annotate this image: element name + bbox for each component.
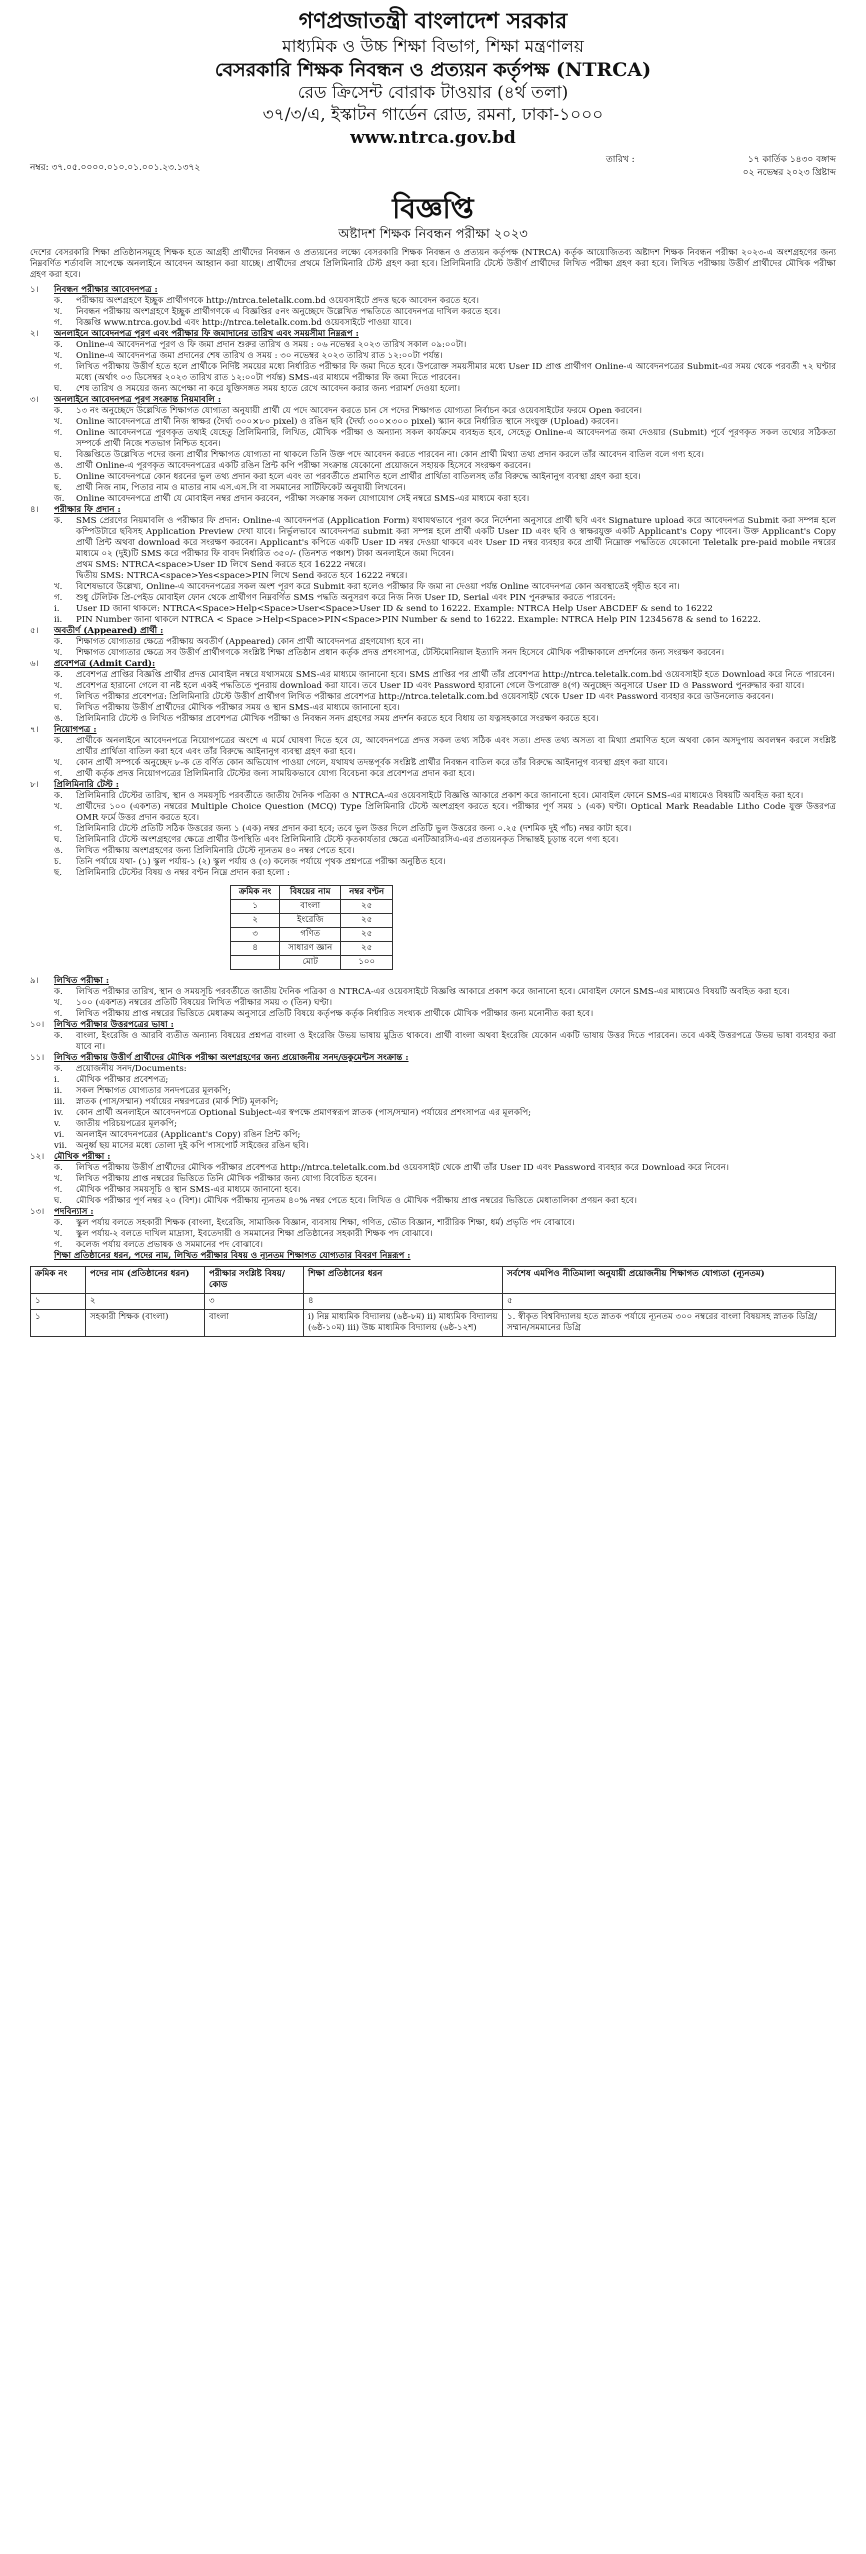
list-item [54, 1130, 836, 1141]
section-title: লিখিত পরীক্ষার উত্তরপত্রের ভাষা : [54, 1020, 174, 1030]
list-item [54, 1097, 836, 1108]
table-row [231, 914, 393, 928]
table-row [231, 900, 393, 914]
section-number: ২। [30, 329, 39, 339]
list-item-text: Online আবেদনপত্রে প্রার্থী নিজ স্বাক্ষর (দৈর্ঘ্য ৩০০×৮০ pixel) ও রঙিন ছবি (দৈর্ঘ্য ৩০০×৩০০ pixel) স্ক্যান করে নির্ধারিত স্থানে সংযুক্ত (Upload) করবেন। [76, 417, 619, 427]
list-item-marker: খ. [54, 1229, 63, 1239]
list-item-text: ১০০ (একশত) নম্বরের প্রতিটি বিষয়ের লিখিত পরীক্ষার সময় ৩ (তিন) ঘণ্টা। [76, 998, 333, 1008]
list-item-marker: ঙ. [54, 714, 64, 724]
section-number: ৩। [30, 395, 39, 405]
list-item-marker: খ. [54, 307, 63, 317]
list-item-text: Online আবেদনপত্রে প্রার্থী যে মোবাইল নম্বর প্রদান করবেন, পরীক্ষা সংক্রান্ত সকল যোগাযোগ সেই নম্বরে SMS-এর মাধ্যমে করা হবে। [76, 494, 530, 504]
list-item-text: লিখিত পরীক্ষায় উত্তীর্ণ প্রার্থীদের মৌখিক পরীক্ষার প্রবেশপত্র http://ntrca.teletalk.com.bd ওয়েবসাইট থেকে প্রার্থী তাঁর User ID এবং Password ব্যবহার করে Download করে নিবেন। [76, 1163, 729, 1173]
section-number: ৫। [30, 626, 39, 636]
list-item-marker: ক. [54, 637, 63, 647]
section [30, 780, 836, 879]
list-item [54, 1196, 836, 1207]
list-item [54, 516, 836, 560]
list-item [54, 681, 836, 692]
section-number: ৭। [30, 725, 39, 735]
list-item-marker: ক. [54, 1163, 63, 1173]
list-item-text: প্রিলিমিনারি টেস্টে প্রতিটি সঠিক উত্তরের জন্য ১ (এক) নম্বর প্রদান করা হবে; তবে ভুল উত্তর দিলে প্রতিটি ভুল উত্তরের জন্য ০.২৫ (দশমিক দুই পাঁচ) নম্বর কাটা হবে। [76, 824, 632, 834]
list-item-marker: ঙ. [54, 461, 64, 471]
list-item-marker: ঘ. [54, 703, 63, 713]
list-item [54, 802, 836, 824]
list-item-text: প্রার্থীকে অনলাইনে আবেদনপত্রে নিয়োগপত্রের অংশে এ মর্মে ঘোষণা দিতে হবে যে, আবেদনপত্রে প্রদত্ত সকল তথ্য সঠিক এবং সত্য। প্রদত্ত তথ্য অসত্য বা মিথ্যা প্রমাণিত হলে অথবা কোন অসদুপায় অবলম্বন করলে সংশ্লিষ্ট প্রার্থীর প্রার্থিতা বাতিল করা হবে এবং তাঁর বিরুদ্ধে আইনানুগ ব্যবস্থা গ্রহণ করা হবে। [76, 736, 836, 757]
list-item-marker: i. [54, 604, 60, 614]
list-item-marker [54, 571, 76, 582]
website-link[interactable]: www.ntrca.gov.bd [350, 128, 516, 148]
table-cell: ২৫ [341, 900, 393, 914]
table-cell: বাংলা [205, 1310, 304, 1337]
list-item [54, 494, 836, 505]
section [30, 285, 836, 329]
list-item [54, 1031, 836, 1053]
list-item [54, 1218, 836, 1229]
list-item [54, 987, 836, 998]
date-block [606, 154, 836, 180]
list-item [54, 736, 836, 758]
section-title: প্রিলিমিনারি টেস্ট : [54, 780, 119, 790]
column-number: ১ [31, 1294, 86, 1310]
list-item-text: প্রার্থী নিজ নাম, পিতার নাম ও মাতার নাম এস.এস.সি বা সমমানের সার্টিফিকেট অনুযায়ী লিখবেন। [76, 483, 406, 493]
list-item-marker: ক. [54, 340, 63, 350]
column-number: ৫ [503, 1294, 836, 1310]
list-item-marker: ঘ. [54, 384, 63, 394]
list-item [54, 670, 836, 681]
marks-header-cell: নম্বর বণ্টন [341, 886, 393, 900]
list-item-text: নিবন্ধন পরীক্ষায় অংশগ্রহণে ইচ্ছুক প্রার্থীগণকে এ বিজ্ঞপ্তির ৫নং অনুচ্ছেদে উল্লেখিত পদ্ধতিতে আবেদনপত্র দাখিল করতে হবে। [76, 307, 501, 317]
list-item-text: শেষ তারিখ ও সময়ের জন্য অপেক্ষা না করে যুক্তিসঙ্গত সময় হাতে রেখে আবেদন করার জন্য পরামর্শ দেওয়া হলো। [76, 384, 461, 394]
list-item-text: Online-এ আবেদনপত্র পূরণ ও ফি জমা প্রদান শুরুর তারিখ ও সময় : ০৬ নভেম্বর ২০২৩ তারিখ সকাল ০৯:০০টা। [76, 340, 467, 350]
table-cell: ৩ [231, 928, 280, 942]
post-header-cell: সর্বশেষ এমপিও নীতিমালা অনুযায়ী প্রয়োজনীয় শিক্ষাগত যোগ্যতা (ন্যূনতম) [503, 1267, 836, 1294]
list-item [54, 714, 836, 725]
list-item-marker: খ. [54, 1174, 63, 1184]
list-item [54, 857, 836, 868]
list-item-marker: গ. [54, 318, 63, 328]
list-item-marker: vii. [54, 1141, 68, 1151]
list-item-text: শিক্ষাগত যোগ্যতার ক্ষেত্রে পরীক্ষায় অবতীর্ণ (Appeared) কোন প্রার্থী আবেদনপত্র গ্রহণযোগ্য হবে না। [76, 637, 424, 647]
total-label: মোট [280, 956, 341, 970]
section-title: মৌখিক পরীক্ষা : [54, 1152, 111, 1162]
list-item [54, 1229, 836, 1240]
list-item-text: লিখিত পরীক্ষার প্রবেশপত্র: প্রিলিমিনারি টেস্টে উত্তীর্ণ প্রার্থীগণ লিখিত পরীক্ষার প্রবেশপত্র http://ntrca.teletalk.com.bd ওয়েবসাইট থেকে User ID এবং Password ব্যবহার করে ডাউনলোড করবেন। [76, 692, 774, 702]
list-item-marker: ক. [54, 670, 63, 680]
section-title: অবতীর্ণ (Appeared) প্রার্থী : [54, 626, 164, 636]
list-item-marker: ঘ. [54, 835, 63, 845]
list-item-text: কোন প্রার্থী সম্পর্কে অনুচ্ছেদ ৮-ক তে বর্ণিত কোন অভিযোগ পাওয়া গেলে, যথাযথ তদন্তপূর্বক সংশ্লিষ্ট প্রার্থীর নিবন্ধন বাতিল করে তাঁর বিরুদ্ধে আইনানুগ ব্যবস্থা গ্রহণ করা যাবে। [76, 758, 668, 768]
list-item-text: স্কুল পর্যায়-২ বলতে দাখিল মাদ্রাসা, ইবতেদায়ী ও সমমানের শিক্ষা প্রতিষ্ঠানের সহকারী শিক্ষক পদ বোঝাবে। [76, 1229, 433, 1239]
list-item-marker: ক. [54, 987, 63, 997]
list-item-marker: জ. [54, 494, 65, 504]
section-title: প্রবেশপত্র (Admit Card): [54, 659, 156, 669]
list-item-marker: ক. [54, 1031, 63, 1041]
table-cell: i) নিম্ন মাধ্যমিক বিদ্যালয় (৬ষ্ঠ-৮ম) ii) মাধ্যমিক বিদ্যালয় (৬ষ্ঠ-১০ম) iii) উচ্চ মাধ্যমিক বিদ্যালয় (৬ষ্ঠ-১২শ) [304, 1310, 503, 1337]
list-item [54, 571, 836, 582]
date-english: ০২ নভেম্বর ২০২৩ খ্রিষ্টাব্দ [742, 168, 836, 178]
list-item-marker: গ. [54, 769, 63, 779]
list-item-marker: গ. [54, 1240, 63, 1250]
list-item-text: লিখিত পরীক্ষার তারিখ, স্থান ও সময়সূচি পরবর্তীতে জাতীয় দৈনিক পত্রিকা ও NTRCA-এর ওয়েবসাইটে বিজ্ঞপ্তি আকারে প্রকাশ করে জানানো হবে। মোবাইল ফোনে SMS-এর মাধ্যমেও বিষয়টি অবহিত করা হবে। [76, 987, 790, 997]
list-item [54, 450, 836, 461]
section-title: লিখিত পরীক্ষা : [54, 976, 110, 986]
list-item [54, 1086, 836, 1097]
section-title: পদবিন্যাস : [54, 1207, 94, 1217]
notice-subtitle: অষ্টাদশ শিক্ষক নিবন্ধন পরীক্ষা ২০২৩ [338, 227, 528, 242]
list-item [54, 307, 836, 318]
list-item [54, 593, 836, 604]
list-item-marker: খ. [54, 351, 63, 361]
section [30, 505, 836, 626]
list-item [54, 582, 836, 593]
section-title: অনলাইনে আবেদনপত্র পূরণ সংক্রান্ত নিয়মাবলি : [54, 395, 221, 405]
post-table-header [31, 1267, 836, 1294]
letterhead [30, 6, 836, 150]
table-cell: ২৫ [341, 928, 393, 942]
list-item-text: প্রিলিমিনারি টেস্টের বিষয় ও নম্বর বণ্টন নিম্নে প্রদান করা হলো : [76, 868, 290, 878]
list-item-text: Online আবেদনপত্রে কোন ধরনের ভুল তথ্য প্রদান করা হলে এবং তা পরবর্তীতে প্রমাণিত হলে প্রার্থীর প্রার্থিতা বাতিলসহ তাঁর বিরুদ্ধে আইনানুগ ব্যবস্থা গ্রহণ করা হবে। [76, 472, 641, 482]
list-item [54, 351, 836, 362]
list-item [54, 998, 836, 1009]
list-item-text: সকল শিক্ষাগত যোগ্যতার সনদপত্রের মূলকপি; [76, 1086, 231, 1096]
list-item [54, 296, 836, 307]
list-item [54, 1141, 836, 1152]
list-item-marker: ঙ. [54, 846, 64, 856]
list-item-text: Online-এ আবেদনপত্র জমা প্রদানের শেষ তারিখ ও সময় : ৩০ নভেম্বর ২০২৩ তারিখ রাত ১২:০০টা পর্যন্ত। [76, 351, 443, 361]
list-item-marker: ii. [54, 1086, 63, 1096]
list-item-text: শুধু টেলিটক প্রি-পেইড মোবাইল ফোন থেকে প্রার্থীগণ নিম্নবর্ণিত SMS পদ্ধতি অনুসরণ করে নিজ নিজ User ID, Serial এবং PIN পুনরুদ্ধার করতে পারবেন: [76, 593, 616, 603]
list-item-text: প্রার্থী কর্তৃক প্রদত্ত নিয়োগপত্রের প্রিলিমিনারি টেস্টের জন্য সাময়িকভাবে যোগ্য বিবেচনা করে প্রবেশপত্র প্রদান করা হবে। [76, 769, 475, 779]
table-cell: ২৫ [341, 942, 393, 956]
division-name: মাধ্যমিক ও উচ্চ শিক্ষা বিভাগ, শিক্ষা মন্ত্রণালয় [282, 37, 584, 57]
table-cell: গণিত [280, 928, 341, 942]
list-item-text: প্রিলিমিনারি টেস্টে অংশগ্রহণের ক্ষেত্রে প্রার্থীর উপস্থিতি এবং প্রিলিমিনারি টেস্টে কৃতকার্যতার ক্ষেত্রে এনটিআরসিএ-এর প্রত্যয়নকৃত সিদ্ধান্তই চূড়ান্ত বলে গণ্য হবে। [76, 835, 619, 845]
list-item [54, 692, 836, 703]
list-item [54, 648, 836, 659]
sections-part-1 [30, 285, 836, 879]
list-item-text: অনলাইন আবেদনপত্রের (Applicant's Copy) রঙিন প্রিন্ট কপি; [76, 1130, 301, 1140]
table-cell: সাধারণ জ্ঞান [280, 942, 341, 956]
table-cell: সহকারী শিক্ষক (বাংলা) [86, 1310, 205, 1337]
table-row [231, 928, 393, 942]
section [30, 395, 836, 505]
list-item-marker: গ. [54, 1009, 63, 1019]
list-item-text: কলেজ পর্যায় বলতে প্রভাষক ও সমমানের পদ বোঝাবে। [76, 1240, 263, 1250]
list-item [54, 1163, 836, 1174]
sections-part-2 [30, 976, 836, 1251]
column-number: ২ [86, 1294, 205, 1310]
list-item [54, 791, 836, 802]
list-item [54, 868, 836, 879]
notice-title: বিজ্ঞপ্তি [392, 192, 474, 225]
section [30, 329, 836, 395]
list-item-text: প্রথম SMS: NTRCA<space>User ID লিখে Send করতে হবে 16222 নম্বরে। [76, 560, 366, 570]
section-number: ১। [30, 285, 39, 295]
list-item-marker: ক. [54, 1218, 63, 1228]
list-item-text: পরীক্ষায় অংশগ্রহণে ইচ্ছুক প্রার্থীগণকে http://ntrca.teletalk.com.bd ওয়েবসাইটে প্রদত্ত ছকে আবেদন করতে হবে। [76, 296, 479, 306]
list-item-text: লিখিত পরীক্ষায় প্রাপ্ত নম্বরের ভিত্তিতে মেধাক্রম অনুসারে প্রতিটি বিষয়ে কর্তৃপক্ষ কর্তৃক নির্ধারিত সংখ্যক প্রার্থীকে মৌখিক পরীক্ষার জন্য মনোনীত করা হবে। [76, 1009, 594, 1019]
post-qualification-table [30, 1266, 836, 1337]
intro-paragraph: দেশের বেসরকারি শিক্ষা প্রতিষ্ঠানসমূহে শিক্ষক হতে আগ্রহী প্রার্থীদের নিবন্ধন ও প্রত্যয়নের লক্ষ্যে বেসরকারি শিক্ষক নিবন্ধন ও প্রত্যয়ন কর্তৃপক্ষ (NTRCA) কর্তৃক আয়োজিতব্য অষ্টাদশ শিক্ষক নিবন্ধন পরীক্ষা ২০২৩-এ অংশগ্রহণের জন্য নিম্নবর্ণিত শর্তাবলি সাপেক্ষে অনলাইনে আবেদন আহ্বান করা যাচ্ছে। প্রার্থীদের প্রথমে প্রিলিমিনারি টেস্ট গ্রহণ করা হবে। প্রিলিমিনারি টেস্টে উত্তীর্ণ প্রার্থীদের লিখিত পরীক্ষা গ্রহণ করা হবে। লিখিত পরীক্ষায় উত্তীর্ণ প্রার্থীদের মৌখিক পরীক্ষা গ্রহণ করা হবে। [30, 248, 836, 280]
column-number: ৪ [304, 1294, 503, 1310]
list-item [54, 769, 836, 780]
list-item-text: প্রবেশপত্র হারানো গেলে বা নষ্ট হলে একই পদ্ধতিতে পুনরায় download করা যাবে। তবে User ID এবং Password হারানো গেলে উপরোক্ত ৪(গ) অনুচ্ছেদ অনুসারে User ID ও Password পুনরুদ্ধার করা যাবে। [76, 681, 805, 691]
list-item-marker: গ. [54, 824, 63, 834]
list-item-text: তিনি পর্যায়ে যথা- (১) স্কুল পর্যায়-১ (২) স্কুল পর্যায় ও (৩) কলেজ পর্যায়ে পৃথক প্রশ্নপত্রে পরীক্ষা অনুষ্ঠিত হবে। [76, 857, 446, 867]
list-item-marker: ক. [54, 406, 63, 416]
table-cell: ৪ [231, 942, 280, 956]
list-item [54, 1240, 836, 1251]
table-cell: ১. স্বীকৃত বিশ্ববিদ্যালয় হতে স্নাতক পর্যায়ে ন্যূনতম ৩০০ নম্বরের বাংলা বিষয়সহ স্নাতক ডিগ্রি/সম্মান/সমমানের ডিগ্রি [503, 1310, 836, 1337]
list-item-text: অনুর্ধ্ব ছয় মাসের মধ্যে তোলা দুই কপি পাসপোর্ট সাইজের রঙিন ছবি। [76, 1141, 309, 1151]
list-item-text: প্রার্থীদের ১০০ (একশত) নম্বরের Multiple Choice Question (MCQ) Type প্রিলিমিনারি টেস্টে অংশগ্রহণ করতে হবে। পরীক্ষার পূর্ণ সময় ১ (এক) ঘণ্টা। Optical Mark Readable Litho Code যুক্ত উত্তরপত্র OMR ফর্মে উত্তর প্রদান করতে হবে। [76, 802, 836, 823]
list-item-marker: ii. [54, 615, 63, 625]
list-item [54, 615, 836, 626]
list-item-text: Online আবেদনপত্রে পূরণকৃত তথ্যই যেহেতু প্রিলিমিনারি, লিখিত, মৌখিক পরীক্ষা ও অন্যান্য সকল কার্যক্রমে ব্যবহৃত হবে, সেহেতু Online-এ আবেদনপত্র জমা দেওয়ার (Submit) পূর্বে পূরণকৃত সকল তথ্যের সঠিকতা সম্পর্কে প্রার্থী নিজে শতভাগ নিশ্চিত হবেন। [76, 428, 836, 449]
post-table-number-row [31, 1294, 836, 1310]
list-item [54, 1108, 836, 1119]
list-item [54, 318, 836, 329]
list-item-text: লিখিত পরীক্ষায় অংশগ্রহণের জন্য প্রিলিমিনারি টেস্টে ন্যূনতম ৪০ নম্বর পেতে হবে। [76, 846, 355, 856]
section [30, 1207, 836, 1251]
table-cell: বাংলা [280, 900, 341, 914]
list-item-marker: ঘ. [54, 450, 63, 460]
list-item-text: স্কুল পর্যায় বলতে সহকারী শিক্ষক (বাংলা, ইংরেজি, সামাজিক বিজ্ঞান, ব্যবসায় শিক্ষা, গণিত, ভৌত বিজ্ঞান, শারীরিক শিক্ষা, ধর্ম) প্রভৃতি পদ বোঝাবে। [76, 1218, 575, 1228]
list-item [54, 340, 836, 351]
list-item [54, 1174, 836, 1185]
list-item-text: লিখিত পরীক্ষায় উত্তীর্ণ প্রার্থীদের মৌখিক পরীক্ষার সময় ও স্থান SMS-এর মাধ্যমে জানানো হবে। [76, 703, 400, 713]
post-header-cell: পদের নাম (প্রতিষ্ঠানের ধরন) [86, 1267, 205, 1294]
list-item [54, 824, 836, 835]
section [30, 626, 836, 659]
list-item [54, 406, 836, 417]
list-item-marker: চ. [54, 472, 62, 482]
list-item-marker: গ. [54, 362, 63, 372]
list-item-text: প্রার্থী Online-এ পূরণকৃত আবেদনপত্রের একটি রঙিন প্রিন্ট কপি পরীক্ষা সংক্রান্ত যেকোনো প্রয়োজনে সহায়ক হিসেবে সংরক্ষণ করবেন। [76, 461, 531, 471]
list-item-marker: ঘ. [54, 1196, 63, 1206]
list-item [54, 428, 836, 450]
section-number: ১২। [30, 1152, 45, 1162]
list-item-text: জাতীয় পরিচয়পত্রের মূলকপি; [76, 1119, 178, 1129]
list-item [54, 1119, 836, 1130]
table-cell: ১ [31, 1310, 86, 1337]
list-item-marker: খ. [54, 417, 63, 427]
list-item-text: কোন প্রার্থী অনলাইনে আবেদনপত্রে Optional Subject-এর স্বপক্ষে প্রমাণস্বরূপ স্নাতক (পাস/সম্মান) পর্যায়ের প্রশংসাপত্র এর মূলকপি; [76, 1108, 532, 1118]
list-item-marker: গ. [54, 692, 63, 702]
list-item-text: দ্বিতীয় SMS: NTRCA<space>Yes<space>PIN লিখে Send করতে হবে 16222 নম্বরে। [76, 571, 408, 581]
marks-header-cell: বিষয়ের নাম [280, 886, 341, 900]
final-note [30, 1251, 836, 1262]
section [30, 1020, 836, 1053]
list-item-text: প্রিলিমিনারি টেস্টে ও লিখিত পরীক্ষার প্রবেশপত্র মৌখিক পরীক্ষা ও নিবন্ধন সনদ গ্রহণের সময় প্রদর্শন করতে হবে বিধায় তা যত্নসহকারে সংরক্ষণ করতে হবে। [76, 714, 599, 724]
table-cell: ইংরেজি [280, 914, 341, 928]
table-cell: ২ [231, 914, 280, 928]
list-item-marker: খ. [54, 998, 63, 1008]
column-number: ৩ [205, 1294, 304, 1310]
table-cell: ২৫ [341, 914, 393, 928]
total-value: ১০০ [341, 956, 393, 970]
list-item-text: প্রবেশপত্র প্রাপ্তির বিজ্ঞপ্তি প্রার্থীর প্রদত্ত মোবাইল নম্বরে যথাসময়ে SMS-এর মাধ্যমে জানানো হবে। SMS প্রাপ্তির পর প্রার্থী তাঁর প্রবেশপত্র http://ntrca.teletalk.com.bd ওয়েবসাইট হতে Download করে নিতে পারবেন। [76, 670, 835, 680]
address: ৩৭/৩/এ, ইস্কাটন গার্ডেন রোড, রমনা, ঢাকা-১০০০ [262, 105, 604, 125]
list-item-marker: গ. [54, 1185, 63, 1195]
marks-table-header [231, 886, 393, 900]
list-item-text: SMS প্রেরণের নিয়মাবলি ও পরীক্ষার ফি প্রদান: Online-এ আবেদনপত্র (Application Form) যথাযথভাবে পূরণ করে নির্দেশনা অনুসারে প্রার্থী ছবি এবং Signature upload করে আবেদনপত্র Submit করা সম্পন্ন হলে কম্পিউটারে ছবিসহ Application Preview দেখা যাবে। নির্ভুলভাবে আবেদনপত্র submit করা সম্পন্ন হলে প্রার্থী একটি User ID এবং ছবি ও স্বাক্ষরযুক্ত একটি Applicant's Copy পাবেন। উক্ত Applicant's Copy প্রার্থী প্রিন্ট অথবা download করে সংরক্ষণ করবেন। Applicant's কপিতে একটি User ID নম্বর দেওয়া থাকবে এবং User ID নম্বর ব্যবহার করে প্রার্থী নিম্নোক্ত পদ্ধতিতে যেকোনো Teletalk pre-paid mobile নম্বরের মাধ্যমে ০২ (দুই)টি SMS করে পরীক্ষার ফি বাবদ নির্ধারিত ৩৫০/- (তিনশত পঞ্চাশ) টাকা অনলাইনে জমা দিবেন। [76, 516, 836, 559]
list-item-marker: ক. [54, 296, 63, 306]
list-item-marker: চ. [54, 857, 62, 867]
table-row [231, 942, 393, 956]
list-item-text: প্রয়োজনীয় সনদ/Documents: [76, 1064, 187, 1074]
final-note-text: শিক্ষা প্রতিষ্ঠানের ধরন, পদের নাম, লিখিত পরীক্ষার বিষয় ও ন্যূনতম শিক্ষাগত যোগ্যতার বিবরণ নিম্নরূপ : [54, 1251, 411, 1261]
list-item [54, 1185, 836, 1196]
section-title: লিখিত পরীক্ষায় উত্তীর্ণ প্রার্থীদের মৌখিক পরীক্ষা অংশগ্রহণের জন্য প্রয়োজনীয় সনদ/ডকুমেন্টস সংক্রান্ত : [54, 1053, 409, 1063]
section-number: ৬। [30, 659, 39, 669]
list-item [54, 362, 836, 384]
authority-name: বেসরকারি শিক্ষক নিবন্ধন ও প্রত্যয়ন কর্তৃপক্ষ (NTRCA) [214, 59, 652, 81]
list-item-text: বিজ্ঞপ্তি www.ntrca.gov.bd এবং http://ntrca.teletalk.com.bd ওয়েবসাইটে পাওয়া যাবে। [76, 318, 412, 328]
list-item-marker: খ. [54, 582, 63, 592]
section-number: ৯। [30, 976, 39, 986]
list-item [54, 560, 836, 571]
list-item-marker: vi. [54, 1130, 65, 1140]
list-item [54, 835, 836, 846]
section-title: অনলাইনে আবেদনপত্র পূরণ এবং পরীক্ষার ফি জমাদানের তারিখ এবং সময়সীমা নিম্নরূপ : [54, 329, 359, 339]
building-name: রেড ক্রিসেন্ট বোরাক টাওয়ার (৪র্থ তলা) [297, 83, 569, 103]
list-item [54, 758, 836, 769]
list-item-text: মৌখিক পরীক্ষার সময়সূচি ও স্থান SMS-এর মাধ্যমে জানানো হবে। [76, 1185, 301, 1195]
post-header-cell: পরীক্ষার সংশ্লিষ্ট বিষয়/কোড [205, 1267, 304, 1294]
post-header-cell: ক্রমিক নং [31, 1267, 86, 1294]
section-number: ১১। [30, 1053, 45, 1063]
list-item-marker: i. [54, 1075, 60, 1085]
list-item [54, 846, 836, 857]
table-cell: ১ [231, 900, 280, 914]
list-item [54, 703, 836, 714]
list-item-marker: খ. [54, 648, 63, 658]
section-title: পরীক্ষার ফি প্রদান : [54, 505, 121, 515]
list-item-marker: গ. [54, 593, 63, 603]
list-item-marker: ক. [54, 1064, 63, 1074]
date-bangla: ১৭ কার্তিক ১৪৩০ বঙ্গাব্দ [747, 155, 836, 165]
section [30, 1152, 836, 1207]
list-item [54, 637, 836, 648]
list-item-text: মৌখিক পরীক্ষার প্রবেশপত্র; [76, 1075, 169, 1085]
list-item-text: PIN Number জানা থাকলে NTRCA < Space >Help<Space>PIN<Space>PIN Number & send to 16222. Example: NTRCA Help PIN 12345678 & send to 16222. [76, 615, 761, 625]
marks-table [230, 885, 393, 970]
list-item [54, 1064, 836, 1075]
list-item [54, 461, 836, 472]
section-number: ৮। [30, 780, 39, 790]
list-item [54, 472, 836, 483]
section-number: ১০। [30, 1020, 45, 1030]
section [30, 976, 836, 1020]
list-item [54, 417, 836, 428]
list-item [54, 1075, 836, 1086]
list-item-text: শিক্ষাগত যোগ্যতার ক্ষেত্রে সব উত্তীর্ণ প্রার্থীগণকে সংশ্লিষ্ট শিক্ষা প্রতিষ্ঠান প্রধান কর্তৃক প্রদত্ত প্রশংসাপত্র, টেস্টিমোনিয়াল ইত্যাদি সনদ হিসেবে মৌখিক পরীক্ষাকালে প্রদর্শনের জন্য সংরক্ষণ করবেন। [76, 648, 725, 658]
list-item-marker: খ. [54, 681, 63, 691]
list-item-text: স্নাতক (পাস/সম্মান) পর্যায়ের নম্বরপত্রের (মার্ক শিট) মূলকপি; [76, 1097, 279, 1107]
date-label: তারিখ : [606, 155, 635, 165]
list-item-marker: ক. [54, 791, 63, 801]
list-item-marker: v. [54, 1119, 61, 1129]
list-item-text: বিজ্ঞপ্তিতে উল্লেখিত পদের জন্য প্রার্থীর শিক্ষাগত যোগ্যতা না থাকলে তিনি উক্ত পদে আবেদন করতে পারবেন না। কোন প্রার্থী মিথ্যা তথ্য প্রদান করলে তাঁর আবেদন বাতিল বলে গণ্য হবে। [76, 450, 704, 460]
notice-heading [30, 192, 836, 244]
marks-total-row [231, 956, 393, 970]
list-item [54, 384, 836, 395]
list-item-text: মৌখিক পরীক্ষার পূর্ণ নম্বর ২০ (বিশ)। মৌখিক পরীক্ষায় ন্যূনতম ৪০% নম্বর পেতে হবে। লিখিত ও মৌখিক পরীক্ষায় প্রাপ্ত নম্বরের ভিত্তিতে মেধাতালিকা প্রণয়ন করা হবে। [76, 1196, 637, 1206]
section-number: ১৩। [30, 1207, 45, 1217]
list-item-text: লিখিত পরীক্ষায় উত্তীর্ণ হতে হলে প্রার্থীকে নির্দিষ্ট সময়ের মধ্যে নির্ধারিত পরীক্ষার ফি জমা দিতে হবে। উপরোক্ত সময়সীমার মধ্যে User ID প্রাপ্ত প্রার্থীগণ Online-এ আবেদনপত্রের Submit-এর সময় থেকে পরবর্তী ৭২ ঘণ্টার মধ্যে (অর্থাৎ ০৩ ডিসেম্বর ২০২৩ তারিখ রাত ১২:০০টা পর্যন্ত) SMS-এর মাধ্যমে পরীক্ষার ফি জমা দিতে পারবেন। [76, 362, 836, 383]
list-item-marker: iv. [54, 1108, 64, 1118]
list-item-marker [54, 560, 76, 571]
list-item-marker: ক. [54, 736, 63, 746]
list-item-marker: iii. [54, 1097, 65, 1107]
marks-header-cell: ক্রমিক নং [231, 886, 280, 900]
list-item-marker: খ. [54, 802, 63, 812]
section [30, 1053, 836, 1152]
list-item-marker: গ. [54, 428, 63, 438]
list-item-marker: ক. [54, 516, 63, 526]
post-header-cell: শিক্ষা প্রতিষ্ঠানের ধরন [304, 1267, 503, 1294]
list-item-text: User ID জানা থাকলে: NTRCA<Space>Help<Space>User<Space>User ID & send to 16222. Example: NTRCA Help User ABCDEF & send to 16222 [76, 604, 713, 614]
list-item [54, 483, 836, 494]
govt-name: গণপ্রজাতন্ত্রী বাংলাদেশ সরকার [298, 8, 568, 34]
section-number: ৪। [30, 505, 39, 515]
list-item-text: বিশেষভাবে উল্লেখ্য, Online-এ আবেদনপত্রের সকল অংশ পূরণ করে Submit করা হলেও পরীক্ষার ফি জমা না দেওয়া পর্যন্ত Online আবেদনপত্র কোন অবস্থাতেই গৃহীত হবে না। [76, 582, 680, 592]
reference-row [30, 154, 836, 188]
table-row [31, 1310, 836, 1337]
memo-number: নম্বর: ৩৭.০৫.০০০০.০১০.০১.০০১.২৩.১৩৭২ [30, 163, 201, 173]
section [30, 659, 836, 725]
list-item [54, 1009, 836, 1020]
list-item-marker: ছ. [54, 483, 62, 493]
list-item-text: বাংলা, ইংরেজি ও আরবি ব্যতীত অন্যান্য বিষয়ের প্রশ্নপত্র বাংলা ও ইংরেজি উভয় ভাষায় মুদ্রিত থাকবে। প্রার্থী বাংলা অথবা ইংরেজি যেকোন একটি ভাষায় উত্তর দিতে পারবেন। তবে একই উত্তরপত্রে উভয় ভাষা ব্যবহার করা যাবে না। [76, 1031, 836, 1052]
list-item-marker: খ. [54, 758, 63, 768]
list-item-marker: ছ. [54, 868, 62, 878]
list-item-text: প্রিলিমিনারি টেস্টের তারিখ, স্থান ও সময়সূচি পরবর্তীতে জাতীয় দৈনিক পত্রিকা ও NTRCA-এর ওয়েবসাইটে বিজ্ঞপ্তি আকারে প্রকাশ করে জানানো হবে। মোবাইল ফোনে SMS-এর মাধ্যমেও বিষয়টি অবহিত করা হবে। [76, 791, 804, 801]
section-title: নিয়োগপত্র : [54, 725, 97, 735]
list-item-text: লিখিত পরীক্ষায় প্রাপ্ত নম্বরের ভিত্তিতে তিনি মৌখিক পরীক্ষার জন্য যোগ্য বিবেচিত হবেন। [76, 1174, 377, 1184]
section-title: নিবন্ধন পরীক্ষার আবেদনপত্র : [54, 285, 158, 295]
list-item [54, 604, 836, 615]
list-item-text: ১৩ নং অনুচ্ছেদে উল্লেখিত শিক্ষাগত যোগ্যতা অনুযায়ী প্রার্থী যে পদে আবেদন করতে চান সে পদের শিক্ষাগত যোগ্যতা নির্বাচন করে ওয়েবসাইটের ফরমে Open করবেন। [76, 406, 642, 416]
section [30, 725, 836, 780]
